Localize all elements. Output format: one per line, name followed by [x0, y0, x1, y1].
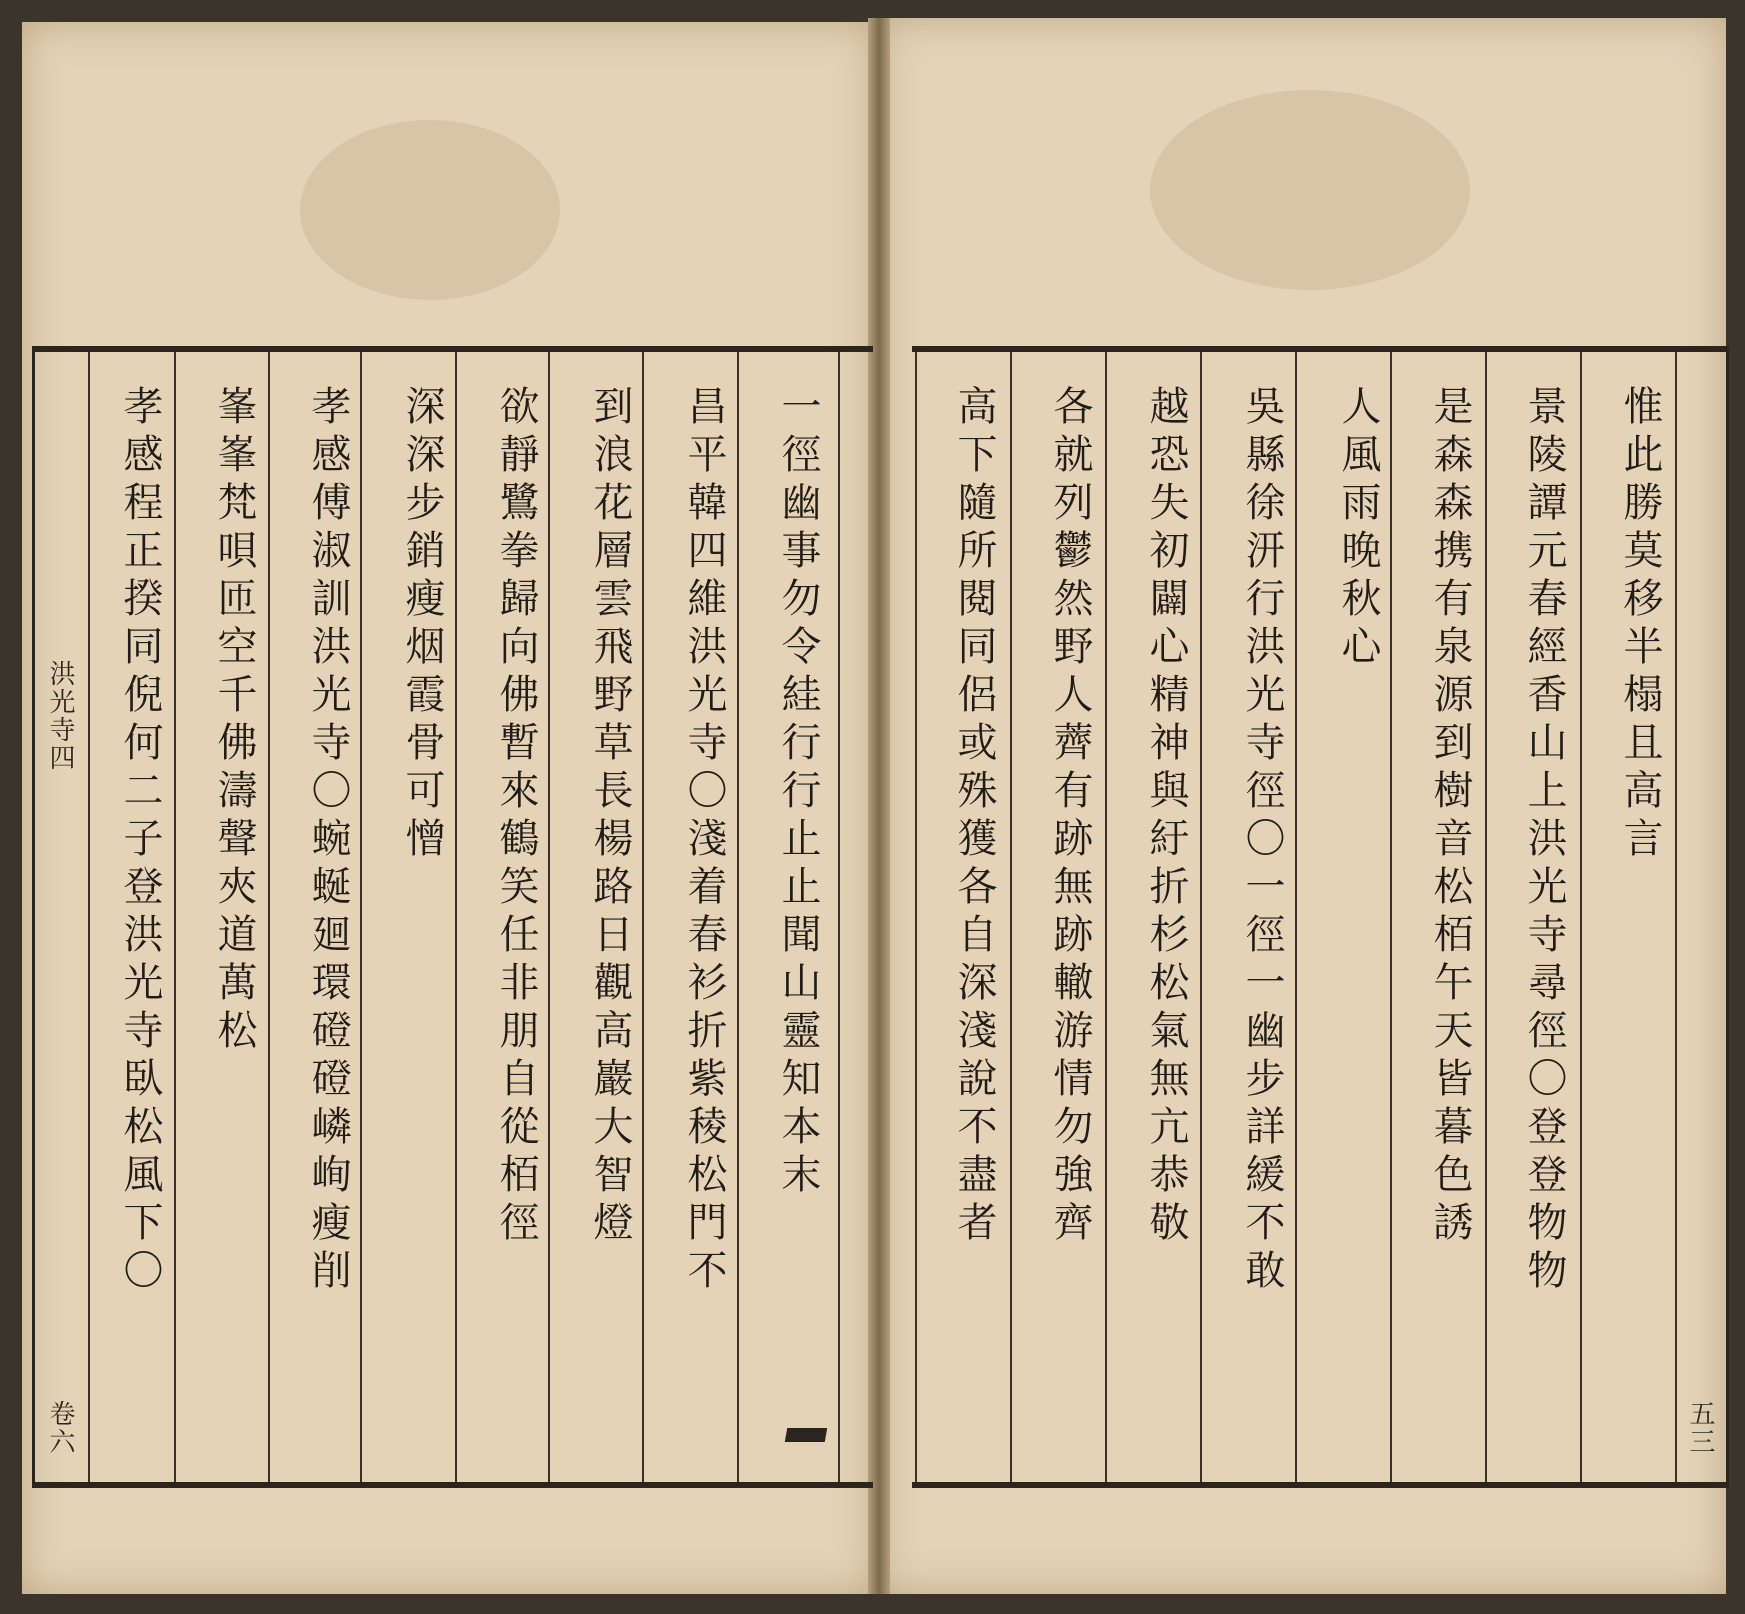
text-column: 孝感程正揆同倪何二子登洪光寺臥松風下〇 [117, 385, 163, 1297]
column-rule [1485, 352, 1487, 1482]
text-column: 深深步銷瘦烟霞骨可憎 [399, 385, 445, 865]
text-column: 越恐失初闢心精神與紆折杉松氣無亢恭敬 [1143, 385, 1189, 1249]
block-mark [785, 1428, 827, 1442]
column-rule [915, 352, 917, 1482]
right-page-frame [912, 346, 1729, 1488]
column-rule [360, 352, 362, 1482]
page-number: 五三 [1685, 1400, 1715, 1456]
text-column: 孝感傅淑訓洪光寺〇蜿蜒廻環磴磴嶙峋瘦削 [305, 385, 351, 1297]
text-column: 景陵譚元春經香山上洪光寺尋徑〇登登物物 [1521, 385, 1567, 1297]
text-column: 是森森携有泉源到樹音松栢午天皆暮色誘 [1427, 385, 1473, 1249]
text-column: 惟此勝莫移半榻且高言 [1617, 385, 1663, 865]
text-column: 昌平韓四維洪光寺〇淺着春衫折紫稜松門不 [681, 385, 727, 1297]
text-column: 到浪花層雲飛野草長楊路日觀高巖大智燈 [587, 385, 633, 1249]
column-rule [268, 352, 270, 1482]
column-rule [1105, 352, 1107, 1482]
text-column: 各就列鬱然野人薺有跡無跡轍游情勿強齊 [1047, 385, 1093, 1249]
column-rule [838, 352, 840, 1482]
text-column: 高下隨所閱同侶或殊獲各自深淺說不盡者 [951, 385, 997, 1249]
margin-title: 洪光寺四 [45, 660, 75, 772]
column-rule [1010, 352, 1012, 1482]
text-column: 人風雨晚秋心 [1335, 385, 1381, 673]
text-column: 一徑幽事勿令絓行行止止聞山靈知本末 [775, 385, 821, 1201]
text-column: 吳縣徐汧行洪光寺徑〇一徑一幽步詳緩不敢 [1239, 385, 1285, 1297]
column-rule [174, 352, 176, 1482]
column-rule [1390, 352, 1392, 1482]
column-rule [1295, 352, 1297, 1482]
column-rule [1580, 352, 1582, 1482]
column-rule [642, 352, 644, 1482]
column-rule [88, 352, 90, 1482]
column-rule [737, 352, 739, 1482]
paper-stain [1150, 90, 1470, 290]
text-column: 欲靜鷺拳歸向佛暫來鶴笑任非朋自從栢徑 [493, 385, 539, 1249]
margin-volume: 卷六 [45, 1400, 75, 1456]
paper-stain [300, 120, 560, 300]
column-rule [1200, 352, 1202, 1482]
column-rule [548, 352, 550, 1482]
column-rule [455, 352, 457, 1482]
text-column: 峯峯梵唄匝空千佛濤聲夾道萬松 [211, 385, 257, 1057]
column-rule [1675, 352, 1677, 1482]
